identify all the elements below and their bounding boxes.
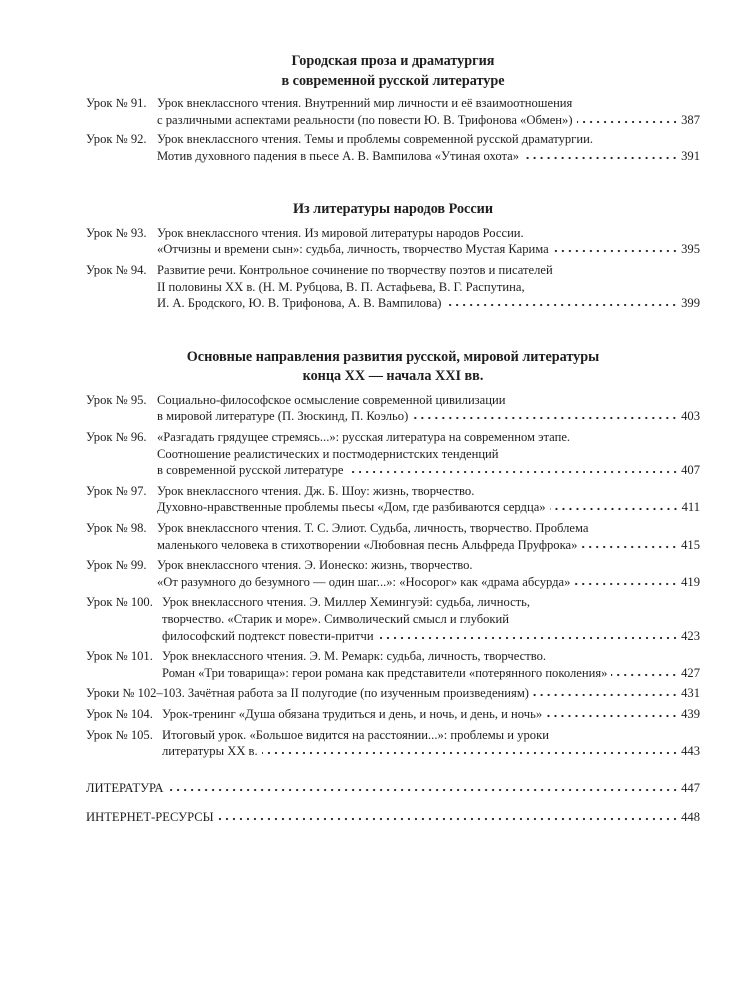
toc-entry[interactable] bbox=[86, 520, 700, 553]
entry-line: творчество. «Старик и море». Символический смысл и глубокий bbox=[162, 611, 510, 626]
entry-line bbox=[157, 408, 700, 425]
lesson-number: Урок № 105. bbox=[86, 727, 153, 742]
toc-entry[interactable] bbox=[86, 594, 700, 644]
page-number[interactable]: 391 bbox=[681, 148, 700, 163]
entry-text bbox=[157, 557, 700, 590]
dot-leader bbox=[611, 673, 678, 677]
toc-entry[interactable] bbox=[86, 262, 700, 312]
dot-leader bbox=[533, 693, 678, 697]
toc-section bbox=[86, 200, 700, 311]
toc-entry[interactable] bbox=[86, 483, 700, 516]
page-number[interactable]: 431 bbox=[681, 686, 700, 701]
entry-line bbox=[162, 743, 700, 760]
entry-line: Урок внеклассного чтения. Из мировой литературы народов России. bbox=[157, 225, 524, 240]
entry-title: Роман «Три товарища»: герои романа как представители «потерянного поколения» bbox=[162, 665, 608, 680]
lesson-number: Урок № 98. bbox=[86, 521, 147, 535]
entry-line: «Разгадать грядущее стремясь...»: русская литература на современном этапе. bbox=[157, 430, 571, 445]
dot-leader bbox=[581, 545, 678, 549]
lesson-number: Урок № 96. bbox=[86, 430, 147, 445]
lesson-number: Урок № 100. bbox=[86, 595, 153, 610]
entry-line bbox=[157, 112, 700, 129]
toc-section bbox=[86, 348, 700, 760]
toc-entry[interactable] bbox=[86, 392, 700, 425]
lesson-number: Урок № 101. bbox=[86, 649, 153, 664]
entry-line: Урок внеклассного чтения. Дж. Б. Шоу: жизнь, творчество. bbox=[157, 483, 475, 498]
lesson-number: Урок № 94. bbox=[86, 263, 147, 278]
entry-title: в мировой литературе (П. Зюскинд, П. Коэльо) bbox=[157, 409, 409, 424]
page-number[interactable]: 439 bbox=[681, 706, 700, 721]
lesson-number: Уроки № 102–103. bbox=[86, 686, 185, 701]
entry-line bbox=[157, 241, 700, 258]
page-number[interactable]: 395 bbox=[681, 242, 700, 257]
section-heading-line: Основные направления развития русской, мировой литературы bbox=[186, 348, 600, 365]
toc-entry[interactable] bbox=[86, 557, 700, 590]
entry-line bbox=[162, 665, 700, 682]
page-number[interactable]: 443 bbox=[681, 744, 700, 759]
entry-line: Урок внеклассного чтения. Э. М. Ремарк: судьба, личность, творчество. bbox=[162, 649, 547, 664]
appendix-title: ЛИТЕРАТУРА bbox=[86, 780, 164, 795]
entry-line: Урок внеклассного чтения. Э. Миллер Хемингуэй: судьба, личность, bbox=[162, 595, 531, 610]
dot-leader bbox=[553, 249, 678, 253]
entry-line: Урок внеклассного чтения. Темы и проблемы современной русской драматургии. bbox=[157, 132, 593, 147]
lesson-number: Урок № 92. bbox=[86, 132, 147, 147]
dot-leader bbox=[523, 156, 678, 160]
section-heading bbox=[86, 348, 700, 387]
dot-leader bbox=[218, 817, 678, 821]
entry-title: «Отчизны и времени сын»: судьба, личность, творчество Мустая Карима bbox=[157, 242, 549, 257]
dot-leader bbox=[348, 470, 679, 474]
lesson-number: Урок № 104. bbox=[86, 706, 153, 721]
entry-line: Урок внеклассного чтения. Т. С. Элиот. Судьба, личность, творчество. Проблема bbox=[157, 521, 589, 535]
entry-line: Соотношение реалистических и постмодернистских тенденций bbox=[157, 446, 499, 461]
page-number[interactable]: 415 bbox=[681, 537, 700, 552]
entry-line bbox=[157, 148, 700, 165]
entry-title: Духовно-нравственные проблемы пьесы «Дом, где разбиваются сердца» bbox=[157, 500, 546, 515]
toc-entry[interactable] bbox=[86, 95, 700, 128]
entry-title: Урок-тренинг «Душа обязана трудиться и день, и ночь, и день, и ночь» bbox=[162, 706, 543, 721]
entry-title: «От разумного до безумного — один шаг...»: «Носорог» как «драма абсурда» bbox=[157, 574, 571, 589]
entry-line bbox=[157, 499, 700, 516]
entry-text bbox=[162, 648, 700, 681]
entry-text bbox=[157, 483, 700, 516]
page-number[interactable]: 427 bbox=[681, 665, 700, 680]
page-number[interactable]: 423 bbox=[681, 628, 700, 643]
entry-title: философский подтекст повести-притчи bbox=[162, 628, 374, 643]
entry-title: с различными аспектами реальности (по повести Ю. В. Трифонова «Обмен») bbox=[157, 112, 573, 127]
entry-line bbox=[157, 537, 700, 554]
entry-line bbox=[86, 685, 700, 702]
page-number[interactable]: 399 bbox=[681, 296, 700, 311]
toc-entry[interactable] bbox=[86, 225, 700, 258]
dot-leader bbox=[550, 507, 679, 511]
entry-text bbox=[157, 225, 700, 258]
toc-entry[interactable] bbox=[86, 429, 700, 479]
lesson-number: Урок № 93. bbox=[86, 225, 147, 240]
entry-text bbox=[157, 262, 700, 312]
lesson-number: Урок № 99. bbox=[86, 558, 147, 573]
dot-leader bbox=[168, 788, 679, 792]
entry-title: литературы XX в. bbox=[162, 744, 258, 759]
entry-line bbox=[162, 706, 700, 723]
toc-entry[interactable] bbox=[86, 727, 700, 760]
entry-line bbox=[157, 574, 700, 591]
toc-entry[interactable] bbox=[86, 685, 700, 702]
entry-line: Социально-философское осмысление современной цивилизации bbox=[157, 392, 506, 407]
entry-title: маленького человека в стихотворении «Любовная песнь Альфреда Пруфрока» bbox=[157, 537, 578, 552]
entry-text bbox=[157, 392, 700, 425]
entry-line bbox=[157, 462, 700, 479]
table-of-contents bbox=[86, 0, 700, 826]
entry-line: Урок внеклассного чтения. Внутренний мир личности и её взаимоотношения bbox=[157, 96, 573, 110]
toc-entry[interactable] bbox=[86, 648, 700, 681]
dot-leader bbox=[378, 636, 679, 640]
entry-text bbox=[157, 429, 700, 479]
appendix-entry[interactable] bbox=[86, 780, 700, 797]
entry-line: II половины XX в. (Н. М. Рубцова, В. П. Астафьева, В. Г. Распутина, bbox=[157, 279, 525, 294]
section-heading-line: в современной русской литературе bbox=[281, 72, 505, 89]
toc-section bbox=[86, 52, 700, 164]
section-heading bbox=[86, 52, 700, 91]
entry-line bbox=[162, 628, 700, 645]
section-heading-line: Из литературы народов России bbox=[292, 201, 493, 218]
page-number[interactable]: 419 bbox=[681, 574, 700, 589]
dot-leader bbox=[577, 120, 679, 124]
entry-line bbox=[157, 295, 700, 312]
page-number[interactable]: 407 bbox=[681, 463, 700, 478]
section-heading-line: Городская проза и драматургия bbox=[291, 53, 495, 69]
page-number[interactable]: 448 bbox=[681, 810, 700, 825]
dot-leader bbox=[412, 416, 678, 420]
toc-entry[interactable] bbox=[86, 131, 700, 164]
entry-title: Зачётная работа за II полугодие (по изученным произведениям) bbox=[187, 686, 529, 701]
page-number[interactable]: 403 bbox=[681, 409, 700, 424]
lesson-number: Урок № 95. bbox=[86, 392, 147, 407]
lesson-number: Урок № 97. bbox=[86, 483, 147, 498]
dot-leader bbox=[262, 751, 678, 755]
toc-entry[interactable] bbox=[86, 706, 700, 723]
page-number[interactable]: 447 bbox=[681, 780, 700, 795]
entry-text bbox=[157, 95, 700, 128]
entry-line: Итоговый урок. «Большое видится на расстоянии...»: проблемы и уроки bbox=[162, 727, 549, 742]
entry-text bbox=[162, 594, 700, 644]
page-number[interactable]: 411 bbox=[681, 500, 700, 515]
entry-title: в современной русской литературе bbox=[157, 463, 344, 478]
entry-line: Урок внеклассного чтения. Э. Ионеско: жизнь, творчество. bbox=[157, 558, 473, 573]
appendix-title: ИНТЕРНЕТ-РЕСУРСЫ bbox=[86, 810, 214, 825]
lesson-number: Урок № 91. bbox=[86, 96, 147, 110]
entry-text bbox=[86, 685, 700, 702]
entry-text bbox=[162, 706, 700, 723]
entry-text bbox=[162, 727, 700, 760]
dot-leader bbox=[445, 303, 678, 307]
dot-leader bbox=[546, 714, 678, 718]
appendix-entry[interactable] bbox=[86, 809, 700, 826]
page-number[interactable]: 387 bbox=[681, 112, 700, 127]
entry-text bbox=[157, 131, 700, 164]
section-heading-line: конца XX — начала XXI вв. bbox=[302, 368, 484, 385]
dot-leader bbox=[574, 582, 678, 586]
entry-title: Мотив духовного падения в пьесе А. В. Вампилова «Утиная охота» bbox=[157, 148, 519, 163]
section-heading bbox=[86, 200, 700, 220]
entry-line: Развитие речи. Контрольное сочинение по творчеству поэтов и писателей bbox=[157, 263, 553, 278]
entry-text bbox=[157, 520, 700, 553]
entry-title: И. А. Бродского, Ю. В. Трифонова, А. В. Вампилова) bbox=[157, 296, 442, 311]
